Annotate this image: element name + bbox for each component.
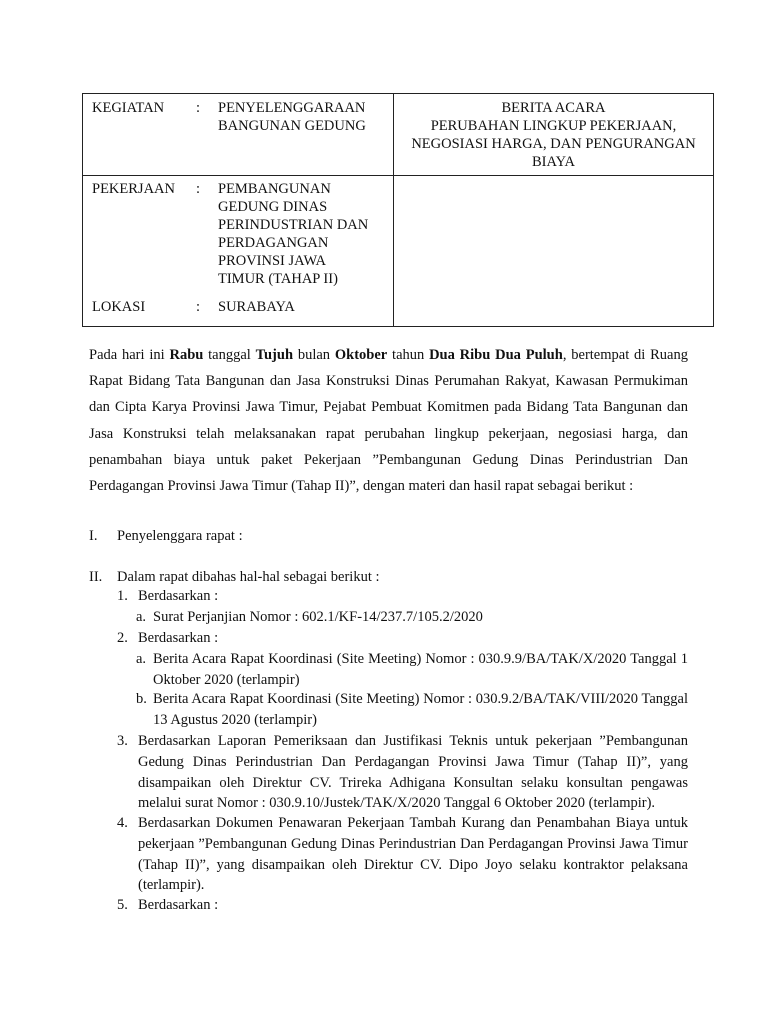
pekerjaan-value-line: GEDUNG DINAS [218,199,328,215]
list-subitem-1a [136,607,688,628]
table-divider-horizontal [83,175,713,176]
list-item-3 [117,731,688,814]
header-table [82,93,714,327]
section-number: I. [89,528,98,544]
lokasi-value: SURABAYA [218,299,295,315]
subitem-letter: a. [136,651,147,667]
subitem-letter: a. [136,609,147,625]
meeting-day: Rabu [169,347,204,363]
item-number: 2. [117,630,128,646]
list-subitem-2a [136,649,688,691]
list-item-2 [117,628,688,649]
opening-text: , bertempat di Ruang Rapat Bidang Tata Bangunan dan Jasa Konstruksi Dinas Perumahan Rakyat, Kawasan Permukiman dan Cipta Karya Provinsi Jawa Timur, Pejabat Pembuat Komitmen pada Bidang Tata Bangunan dan Jasa Konstruksi telah melaksanakan rapat perubahan lingkup pekerjaan, negosiasi harga, dan penambahan biaya untuk paket Pekerjaan ”Pembangunan Gedung Dinas Perindustrian Dan Perdagangan Provinsi Jawa Timur (Tahap II)”, dengan materi dan hasil rapat sebagai berikut : [89,347,688,495]
list-item-5 [117,895,688,916]
section-number: II. [89,569,103,585]
item-text: Berdasarkan : [138,630,219,646]
list-item-1 [117,586,688,607]
item-text: Berdasarkan Laporan Pemeriksaan dan Justifikasi Teknis untuk pekerjaan ”Pembangunan Gedung Dinas Perindustrian Dan Perdagangan Provinsi Jawa Timur (Tahap II)”, yang disampaikan oleh Direktur CV. Trireka Adhigana Konsultan selaku konsultan pengawas melalui surat Nomor : 030.9.10/Justek/TAK/X/2020 Tanggal 6 Oktober 2020 (terlampir). [138,733,688,812]
subitem-text: Berita Acara Rapat Koordinasi (Site Meeting) Nomor : 030.9.2/BA/TAK/VIII/2020 Tanggal 13 Agustus 2020 (terlampir) [153,691,688,728]
subitem-text: Berita Acara Rapat Koordinasi (Site Meeting) Nomor : 030.9.9/BA/TAK/X/2020 Tanggal 1 Oktober 2020 (terlampir) [153,651,688,688]
berita-acara-title [394,99,713,171]
item-number: 5. [117,897,128,913]
item-text: Berdasarkan : [138,897,219,913]
item-number: 3. [117,733,128,749]
list-item-4 [117,813,688,896]
pekerjaan-label: PEKERJAAN [92,181,175,197]
berita-acara-line: BIAYA [532,154,575,170]
pekerjaan-value-line: PERDAGANGAN [218,235,329,251]
section-text: Dalam rapat dibahas hal-hal sebagai berikut : [117,569,380,585]
item-text: Berdasarkan Dokumen Penawaran Pekerjaan Tambah Kurang dan Penambahan Biaya untuk pekerjaan ”Pembangunan Gedung Dinas Perindustrian Dan Perdagangan Provinsi Jawa Timur (Tahap II)”, yang disampaikan oleh Direktur CV. Dipo Joyo selaku kontraktor pelaksana (terlampir). [138,815,688,894]
item-number: 4. [117,815,128,831]
kegiatan-label: KEGIATAN [92,100,165,116]
pekerjaan-value-line: TIMUR (TAHAP II) [218,271,338,287]
pekerjaan-value-line: PROVINSI JAWA [218,253,326,269]
section-2 [89,567,380,587]
meeting-year: Dua Ribu Dua Puluh [429,347,563,363]
meeting-month: Oktober [334,347,388,363]
lokasi-label: LOKASI [92,299,146,315]
pekerjaan-value [218,180,383,288]
section-1 [89,526,243,546]
opening-paragraph [89,342,688,499]
list-subitem-2b [136,689,688,731]
opening-text: Pada hari ini [89,347,170,363]
opening-text: bulan [293,347,335,363]
subitem-letter: b. [136,691,147,707]
pekerjaan-colon: : [196,181,201,197]
section-text: Penyelenggara rapat : [117,528,243,544]
lokasi-colon: : [196,299,201,315]
item-number: 1. [117,588,128,604]
pekerjaan-value-line: PEMBANGUNAN [218,181,331,197]
kegiatan-value [218,99,383,135]
subitem-text: Surat Perjanjian Nomor : 602.1/KF-14/237.7/105.2/2020 [153,609,483,625]
kegiatan-value-line: PENYELENGGARAAN [218,100,366,116]
berita-acara-line: NEGOSIASI HARGA, DAN PENGURANGAN [411,136,696,152]
berita-acara-line: BERITA ACARA [501,100,606,116]
pekerjaan-value-line: PERINDUSTRIAN DAN [218,217,369,233]
kegiatan-value-line: BANGUNAN GEDUNG [218,118,366,134]
berita-acara-line: PERUBAHAN LINGKUP PEKERJAAN, [430,118,677,134]
item-text: Berdasarkan : [138,588,219,604]
opening-text: tanggal [203,347,256,363]
opening-text: tahun [387,347,430,363]
kegiatan-colon: : [196,100,201,116]
meeting-date: Tujuh [255,347,294,363]
